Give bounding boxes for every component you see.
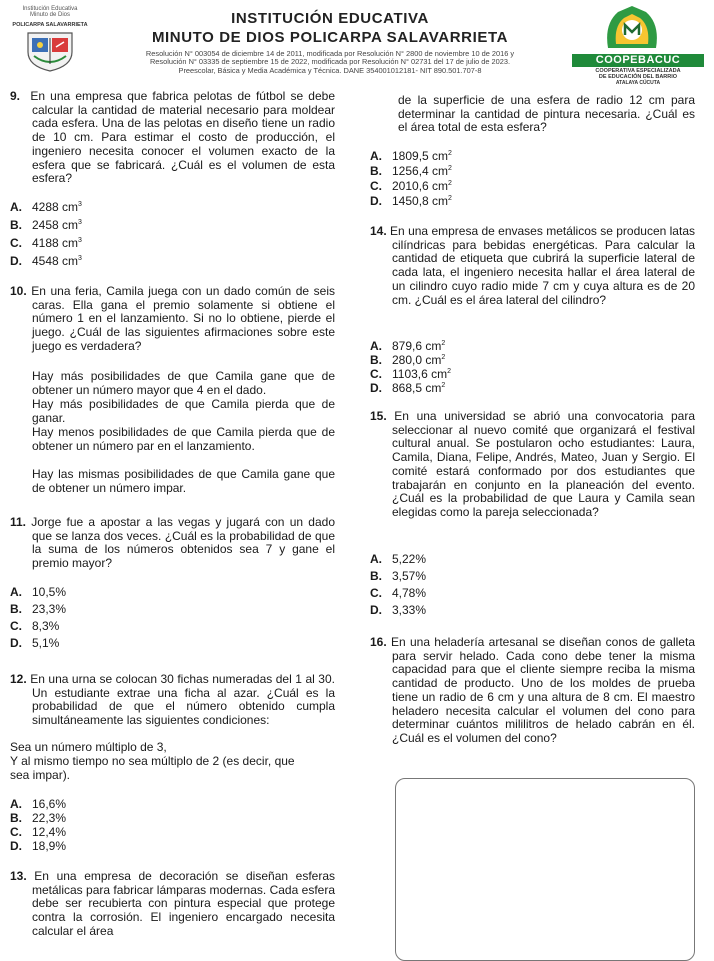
q14-option-b[interactable]: B. 280,0 $cm^2$	[370, 353, 446, 367]
question-13-text: En una empresa de decoración se diseñan esferas metálicas para fabricar lámparas modernas. Cada esfera debe ser recubierta con pintura especial que protege contra la corrosión. El ingeniero encargado necesita calcular el área	[32, 869, 335, 938]
question-11	[10, 516, 335, 571]
q12-condition-1: Sea un número múltiplo de 3,	[10, 740, 167, 754]
q10-option-c[interactable]: Hay menos posibilidades de que Camila pierda que de obtener un número par en el lanzamiento.	[32, 425, 335, 453]
resolution-line-2: Resolución N° 03335 de septiembre 15 de 2022, modificada por Resolución N° 02731 del 17 de julio de 2023.	[149, 57, 511, 67]
q15-option-c[interactable]: C. 4,78%	[370, 586, 427, 600]
q14-option-d[interactable]: D. 868,5 $cm^2$	[370, 381, 446, 395]
school-logo	[6, 4, 94, 76]
q9-option-b[interactable]: B. 2458 $cm^3$	[10, 218, 82, 232]
q13-option-c[interactable]: C. 2010,6 $cm^2$	[370, 179, 452, 193]
cooperative-sub-2: DE EDUCACIÓN DEL BARRIO	[598, 74, 678, 80]
logo-line-3: POLICARPA SALAVARRIETA	[12, 22, 88, 28]
q16-answer-box[interactable]	[395, 778, 695, 961]
q9-option-a[interactable]: A. 4288 $cm^3$	[10, 200, 82, 214]
question-15	[370, 410, 695, 520]
q11-option-a[interactable]: A. 10,5%	[10, 585, 67, 599]
q10-option-d[interactable]: Hay las mismas posibilidades de que Camila gane que de obtener un número impar.	[32, 467, 335, 495]
q12-option-b[interactable]: B. 22,3%	[10, 811, 67, 825]
q11-option-b[interactable]: B. 23,3%	[10, 602, 67, 616]
logo-line-2: Minuto de Dios	[29, 12, 71, 18]
question-12-text: En una urna se colocan 30 fichas numeradas del 1 al 30. Un estudiante extrae una ficha al azar. ¿Cuál es la probabilidad de que el número obtenido cumpla simultáneamente las siguientes condiciones:	[30, 672, 335, 728]
question-15-number: 15.	[370, 409, 387, 423]
cooperative-logo	[568, 2, 708, 88]
q14-option-a[interactable]: A. 879,6 $cm^2$	[370, 339, 446, 353]
question-14-number: 14.	[370, 224, 387, 238]
question-13-number: 13.	[10, 869, 27, 883]
q13-option-d[interactable]: D. 1450,8 $cm^2$	[370, 194, 452, 208]
question-10-text: En una feria, Camila juega con un dado común de seis caras. Ella gana el premio solamente si obtiene el número 1 en el lanzamiento. Si no lo obtiene, pierde el juego. ¿Cuál de las siguientes afirmaciones sobre este juego es verdadera?	[31, 284, 335, 353]
question-12-number: 12.	[10, 672, 27, 686]
question-9-text: En una empresa que fabrica pelotas de fútbol se debe calcular la cantidad de material necesario para moldear cada esfera. Una de las pelotas en diseño tiene un radio de 10 cm. Para estimar el costo de producción, el ingeniero necesita conocer el volumen exacto de la esfera que se fabricará. ¿Cuál es el volumen de esta esfera?	[30, 89, 335, 186]
q15-option-a[interactable]: A. 5,22%	[370, 552, 427, 566]
school-shield-icon	[24, 30, 76, 72]
q11-option-d[interactable]: D. 5,1%	[10, 636, 60, 650]
question-16	[370, 636, 695, 746]
institution-title-block	[100, 10, 560, 75]
cooperative-sub-1: COOPERATIVA ESPECIALIZADA	[595, 68, 681, 74]
resolution-line-1: Resolución N° 003054 de diciembre 14 de 2011, modificada por Resolución N° 2800 de noviembre 10 de 2016 y	[145, 49, 515, 58]
q12-option-d[interactable]: D. 18,9%	[10, 839, 67, 853]
q10-option-b[interactable]: Hay más posibilidades de que Camila pierda que de ganar.	[32, 397, 335, 425]
q15-option-d[interactable]: D. 3,33%	[370, 603, 427, 617]
question-12	[10, 673, 335, 728]
question-16-number: 16.	[370, 635, 387, 649]
q10-option-a[interactable]: Hay más posibilidades de que Camila gane que de obtener un número mayor que 4 en el dado.	[32, 369, 335, 397]
question-16-text: En una heladería artesanal se diseñan conos de galleta para servir helado. Cada cono debe tener la misma capacidad para que el cliente siempre reciba la misma cantidad de producto. Uno de los moldes de prueba tiene un radio de 6 cm y una altura de 8 cm. El maestro heladero necesita calcular el volumen del cono para determinar cuántos mililitros de helado cabrán en él. ¿Cuál es el volumen del cono?	[391, 635, 695, 745]
question-9-number: 9.	[10, 89, 21, 103]
q13-option-a[interactable]: A. 1809,5 $cm^2$	[370, 149, 452, 163]
question-14	[370, 225, 695, 307]
q12-option-c[interactable]: C. 12,4%	[10, 825, 67, 839]
cooperative-name: COOPEBACUC	[572, 54, 704, 67]
question-10	[10, 285, 335, 354]
q12-option-a[interactable]: A. 16,6%	[10, 797, 67, 811]
cooperative-sub-3: ATALAYA CÚCUTA	[615, 80, 661, 86]
question-11-text: Jorge fue a apostar a las vegas y jugará con un dado que se lanza dos veces. ¿Cuál es la probabilidad de que la suma de los números obtenidos sea 7 y gane el premio mayor?	[31, 515, 335, 571]
institution-subtitle: MINUTO DE DIOS POLICARPA SALAVARRIETA	[151, 29, 509, 46]
dane-nit-line: Preescolar, Básica y Media Académica y Técnica. DANE 354001012181- NIT 890.501.707-8	[178, 65, 482, 75]
q15-option-b[interactable]: B. 3,57%	[370, 569, 427, 583]
question-11-number: 11.	[10, 515, 27, 529]
q12-condition-2: Y al mismo tiempo no sea múltiplo de 2 (es decir, que sea impar).	[10, 754, 295, 782]
page-header	[0, 0, 714, 88]
question-9	[10, 90, 335, 186]
q14-option-c[interactable]: C. 1103,6 $cm^2$	[370, 367, 452, 381]
question-15-text: En una universidad se abrió una convocatoria para seleccionar al nuevo comité que organizará el festival cultural anual. Se postularon ocho estudiantes: Laura, Camila, Diana, Felipe, Andrés, Mateo, Juan y Sergio. El comité estará conformado por dos estudiantes que trabajarán en conjunto en la planeación del evento. ¿Cuál es la probabilidad de que Laura y Camila sean elegidas como la pareja seleccionada?	[392, 409, 695, 519]
question-14-text: En una empresa de envases metálicos se producen latas cilíndricas para bebidas energéticas. Para calcular la cantidad de etiqueta que cubrirá la superficie lateral de cada lata, el ingeniero necesita hallar el área lateral de un cilindro cuyo radio mide 7 cm y cuya altura es de 20 cm. ¿Cuál es el área lateral del cilindro?	[390, 224, 695, 307]
q9-option-d[interactable]: D. 4548 $cm^3$	[10, 254, 82, 268]
q9-option-c[interactable]: C. 4188 $cm^3$	[10, 236, 82, 250]
institution-title: INSTITUCIÓN EDUCATIVA	[231, 10, 429, 27]
q13-option-b[interactable]: B. 1256,4 $cm^2$	[370, 164, 452, 178]
question-13-continued: de la superficie de una esfera de radio 12 cm para determinar la cantidad de pintura necesaria. ¿Cuál es el área total de esta esfera?	[398, 93, 695, 135]
question-13	[10, 870, 335, 939]
question-10-number: 10.	[10, 284, 27, 298]
q11-option-c[interactable]: C. 8,3%	[10, 619, 60, 633]
logo-line-1: Institución Educativa	[22, 6, 78, 12]
cooperative-emblem-icon	[602, 4, 662, 54]
